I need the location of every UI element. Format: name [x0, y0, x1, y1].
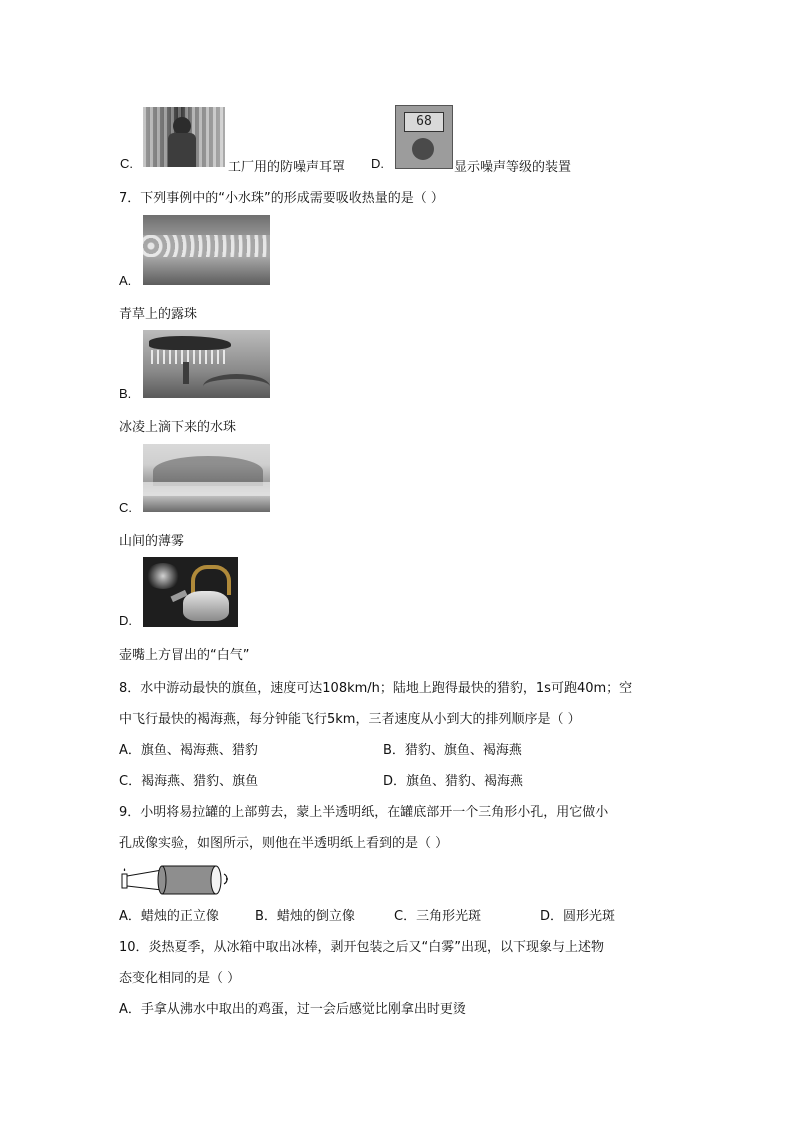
q7-option-c-label: C.: [119, 500, 132, 515]
eye-icon: [224, 874, 228, 884]
q6-option-c-caption: 工厂用的防噪声耳罩: [228, 160, 346, 175]
q7-option-b-label: B.: [119, 386, 132, 401]
dew-drops-photo: [143, 215, 270, 285]
q7-stem: 7．下列事例中的“小水珠”的形成需要吸收热量的是（ ）: [119, 191, 444, 206]
q9-stem-line2: 孔成像实验，如图所示，则他在半透明纸上看到的是（ ）: [119, 836, 449, 851]
q9-stem-line1: 9．小明将易拉罐的上部剪去，蒙上半透明纸，在罐底部开一个三角形小孔，用它做小: [119, 805, 609, 820]
q7-option-d-label: D.: [119, 613, 132, 628]
q8-option-c: C．褐海燕、猎豹、旗鱼: [119, 774, 259, 789]
q6-option-d-label: D.: [371, 156, 384, 171]
noise-meter-photo: [395, 105, 453, 169]
pinhole-camera-diagram: [118, 862, 230, 896]
q10-stem-line1: 10．炎热夏季，从冰箱中取出冰棒，剥开包装之后又“白雾”出现，以下现象与上述物: [119, 940, 605, 955]
q10-option-a: A．手拿从沸水中取出的鸡蛋，过一会后感觉比刚拿出时更烫: [119, 1002, 466, 1017]
q8-stem-line1: 8．水中游动最快的旗鱼，速度可达108km/h；陆地上跑得最快的猎豹，1s可跑40m；空: [119, 681, 633, 696]
can-body: [162, 866, 216, 894]
q9-option-c: C．三角形光斑: [394, 909, 482, 924]
q7-option-b-caption: 冰凌上滴下来的水珠: [119, 420, 237, 435]
q10-stem-line2: 态变化相同的是（ ）: [119, 971, 241, 986]
decibel-readout: 68: [404, 112, 444, 132]
q7-option-d-caption: 壶嘴上方冒出的“白气”: [119, 648, 250, 663]
q6-option-d-caption: 显示噪声等级的装置: [454, 160, 572, 175]
q9-option-a: A．蜡烛的正立像: [119, 909, 219, 924]
q7-option-a-caption: 青草上的露珠: [119, 307, 198, 322]
mountain-mist-photo: [143, 444, 270, 512]
q9-option-d: D．圆形光斑: [540, 909, 616, 924]
kettle-steam-photo: [143, 557, 238, 627]
q7-option-a-label: A.: [119, 273, 132, 288]
ear-protector-photo: [143, 107, 225, 167]
translucent-paper: [211, 866, 221, 894]
icicle-bike-seat-photo: [143, 330, 270, 398]
q7-option-c-caption: 山间的薄雾: [119, 534, 185, 549]
q8-option-d: D．旗鱼、猎豹、褐海燕: [383, 774, 524, 789]
candle-icon: [122, 874, 127, 888]
q9-option-b: B．蜡烛的倒立像: [255, 909, 355, 924]
q8-stem-line2: 中飞行最快的褐海燕，每分钟能飞行5km，三者速度从小到大的排列顺序是（ ）: [119, 712, 581, 727]
q8-option-a: A．旗鱼、褐海燕、猎豹: [119, 743, 258, 758]
q6-option-c-label: C.: [120, 156, 133, 171]
q8-option-b: B．猎豹、旗鱼、褐海燕: [383, 743, 522, 758]
